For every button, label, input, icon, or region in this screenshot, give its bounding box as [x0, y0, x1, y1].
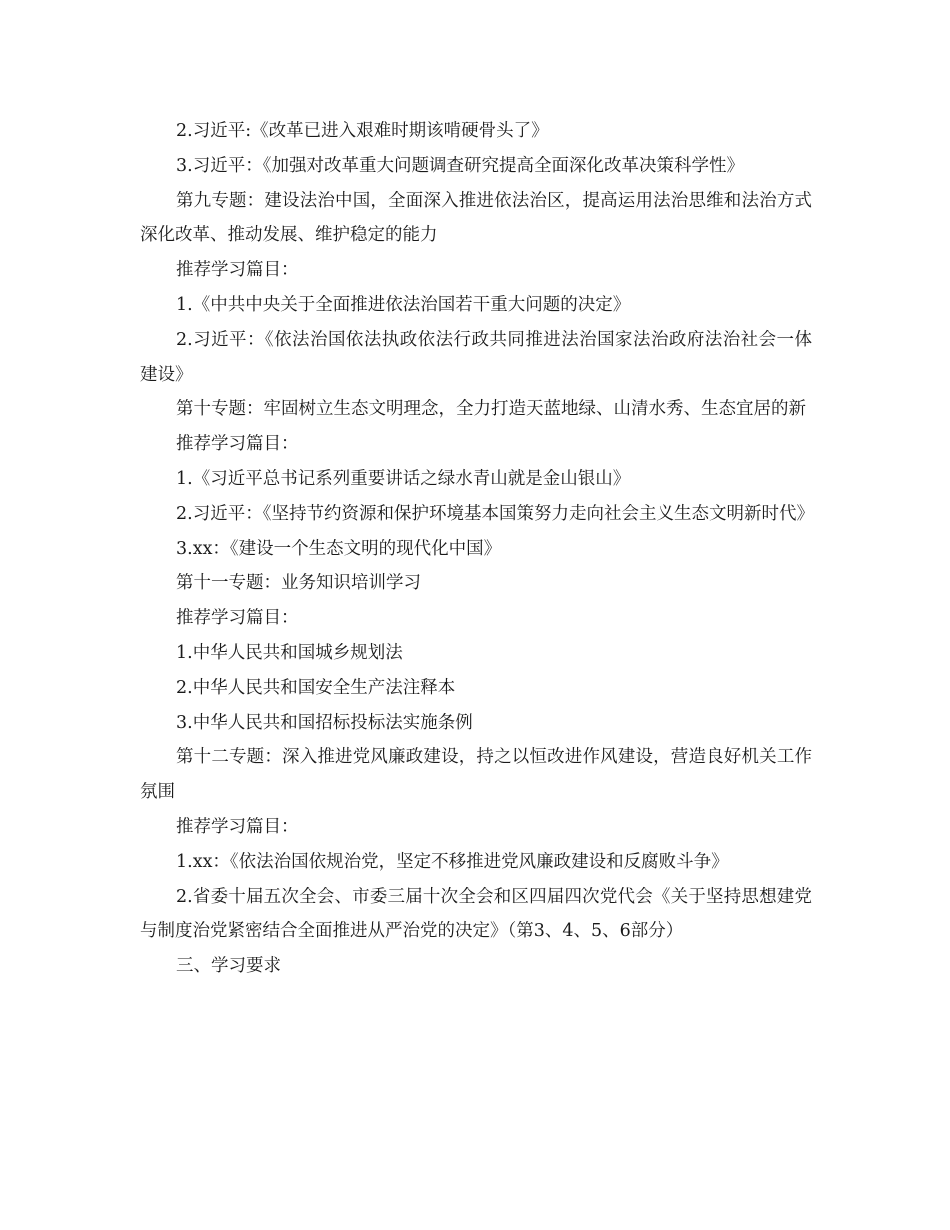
- paragraph: 1.xx：《依法治国依规治党，坚定不移推进党风廉政建设和反腐败斗争》: [176, 851, 729, 872]
- paragraph: 1.《习近平总书记系列重要讲话之绿水青山就是金山银山》: [176, 468, 631, 489]
- paragraph: 3.习近平：《加强对改革重大问题调查研究提高全面深化改革决策科学性》: [176, 155, 744, 176]
- section-heading: 第九专题：建设法治中国，全面深入推进依法治区，提高运用法治思维和法治方式深化改革、推动发展、维护稳定的能力: [140, 190, 812, 246]
- section-heading: 第十专题：牢固树立生态文明理念，全力打造天蓝地绿、山清水秀、生态宜居的新: [176, 399, 806, 420]
- paragraph: 推荐学习篇目：: [176, 816, 299, 837]
- paragraph: 2.中华人民共和国安全生产法注释本: [176, 677, 456, 698]
- paragraph: 推荐学习篇目：: [176, 434, 299, 455]
- paragraph: 2.习近平:《改革已进入艰难时期该啃硬骨头了》: [176, 121, 549, 141]
- paragraph: 2.习近平：《依法治国依法执政依法行政共同推进法治国家法治政府法治社会一体建设》: [140, 329, 812, 385]
- paragraph: 2.习近平：《坚持节约资源和保护环境基本国策努力走向社会主义生态文明新时代》: [176, 503, 814, 524]
- paragraph: 1.《中共中央关于全面推进依法治国若干重大问题的决定》: [176, 294, 631, 315]
- paragraph: 推荐学习篇目：: [176, 608, 299, 629]
- paragraph: 1.中华人民共和国城乡规划法: [176, 642, 403, 663]
- section-heading: 第十二专题：深入推进党风廉政建设，持之以恒改进作风建设，营造良好机关工作氛围: [140, 747, 812, 803]
- paragraph: 2.省委十届五次全会、市委三届十次全会和区四届四次党代会《关于坚持思想建党与制度治党紧密结合全面推进从严治党的决定》（第3、4、5、6部分）: [140, 886, 812, 942]
- section-heading: 三、学习要求: [176, 956, 281, 977]
- section-heading: 第十一专题：业务知识培训学习: [176, 573, 421, 594]
- document-body: [140, 114, 812, 984]
- paragraph: 3.xx：《建设一个生态文明的现代化中国》: [176, 538, 502, 559]
- paragraph: 推荐学习篇目：: [176, 260, 299, 281]
- paragraph: 3.中华人民共和国招标投标法实施条例: [176, 712, 473, 733]
